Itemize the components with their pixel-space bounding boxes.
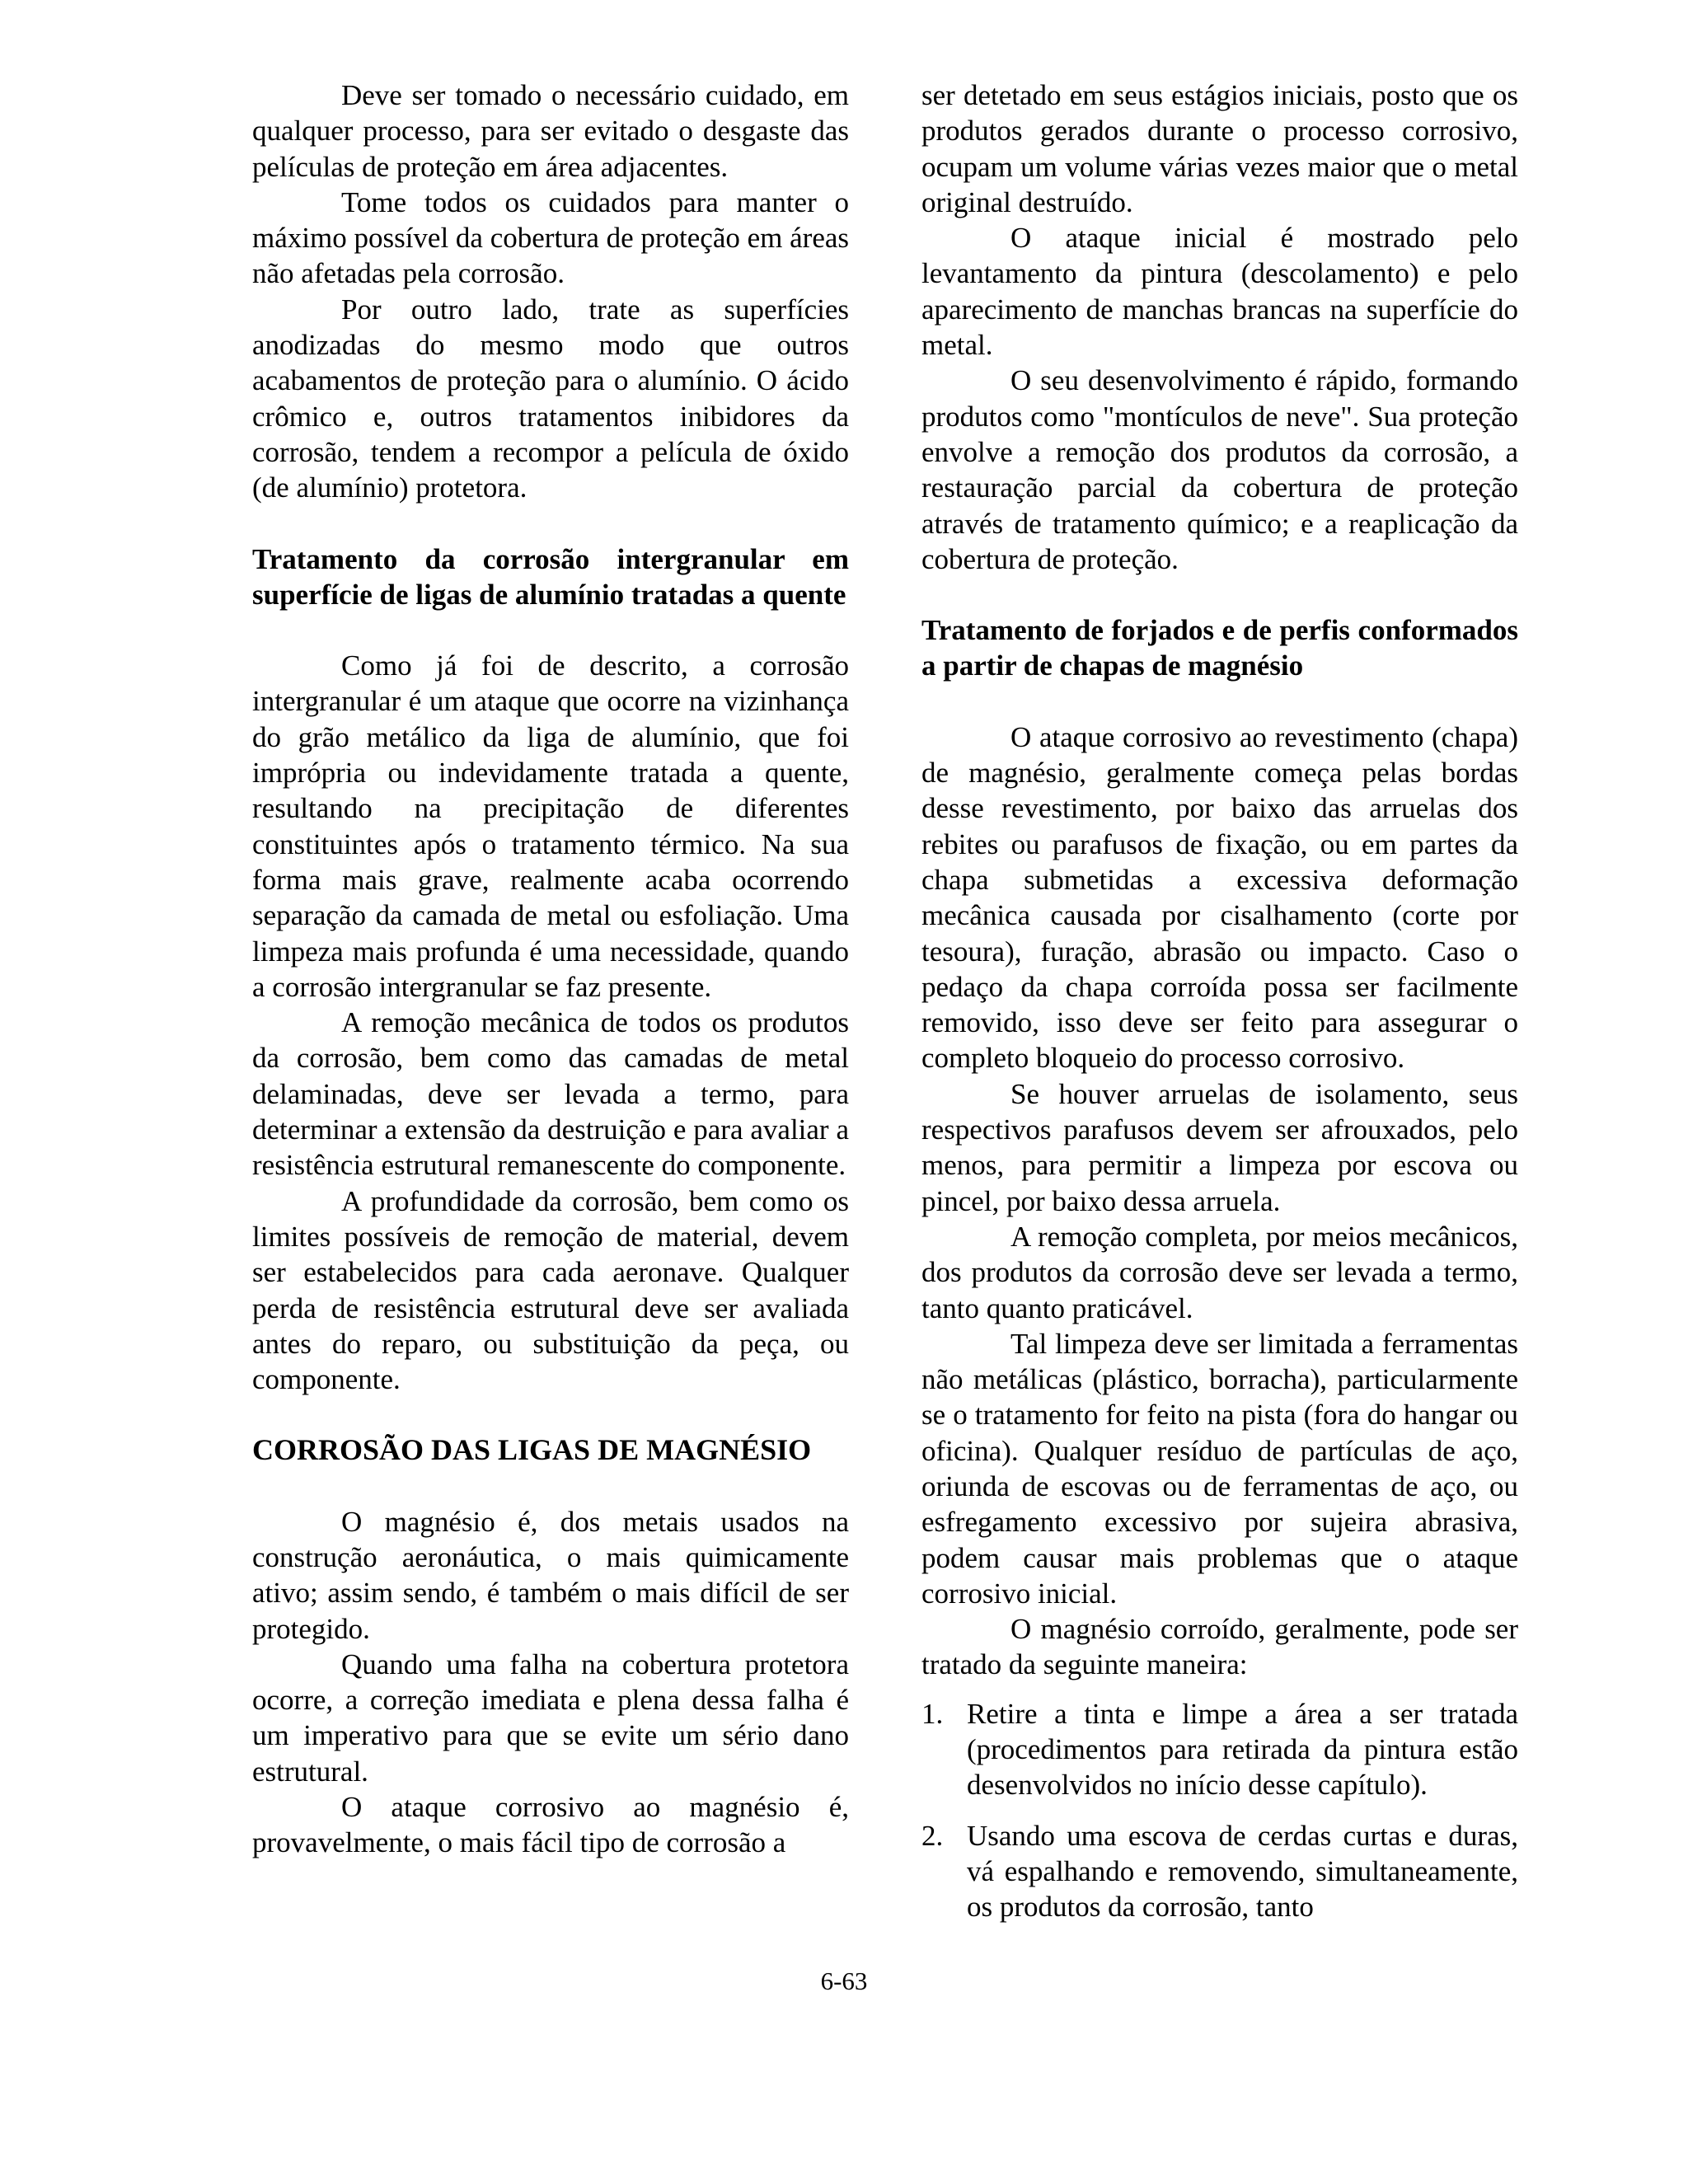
paragraph: O magnésio corroído, geralmente, pode ser tratado da seguinte maneira:: [921, 1613, 1518, 1681]
spacer: [921, 1683, 1518, 1696]
left-column: [252, 77, 849, 1861]
list-item-text: Retire a tinta e limpe a área a ser tratada (procedimentos para retirada da pintura estão desenvolvidos no início desse capítulo).: [967, 1697, 1518, 1802]
paragraph: A remoção completa, por meios mecânicos, dos produtos da corrosão deve ser levada a termo, tanto quanto praticável.: [921, 1220, 1518, 1324]
paragraph: O ataque corrosivo ao magnésio é, provavelmente, o mais fácil tipo de corrosão a: [252, 1791, 849, 1859]
spacer: [921, 577, 1518, 612]
spacer: [921, 684, 1518, 719]
paragraph: ser detetado em seus estágios iniciais, posto que os produtos gerados durante o processo corrosivo, ocupam um volume várias vezes maior que o metal original destruído.: [921, 79, 1518, 218]
procedure-list: [921, 1696, 1518, 1925]
paragraph: A profundidade da corrosão, bem como os limites possíveis de remoção de material, devem ser estabelecidos para cada aeronave. Qualquer perda de resistência estrutural deve ser avaliada antes do reparo, ou substituição da peça, ou componente.: [252, 1184, 849, 1396]
paragraph: Como já foi de descrito, a corrosão intergranular é um ataque que ocorre na vizinhança do grão metálico da liga de alumínio, que foi imprópria ou indevidamente tratada a quente, resultando na precipitação de diferentes constituintes após o tratamento térmico. Na sua forma mais grave, realmente acaba ocorrendo separação da camada de metal ou esfoliação. Uma limpeza mais profunda é uma necessidade, quando a corrosão intergranular se faz presente.: [252, 649, 849, 1003]
paragraph: O magnésio é, dos metais usados na construção aeronáutica, o mais quimicamente ativo; assim sendo, é também o mais difícil de ser protegido.: [252, 1505, 849, 1645]
paragraph: O ataque inicial é mostrado pelo levantamento da pintura (descolamento) e pelo aparecimento de manchas brancas na superfície do metal.: [921, 222, 1518, 362]
paragraph: Tome todos os cuidados para manter o máximo possível da cobertura de proteção em áreas não afetadas pela corrosão.: [252, 185, 850, 290]
paragraph: Por outro lado, trate as superfícies anodizadas do mesmo modo que outros acabamentos de proteção para o alumínio. O ácido crômico e, outros tratamentos inibidores da corrosão, tendem a recompor a película de óxido (de alumínio) protetora.: [252, 293, 849, 504]
list-item: [921, 1818, 1518, 1925]
page-number: 6-63: [820, 1966, 868, 1995]
paragraph: Deve ser tomado o necessário cuidado, em qualquer processo, para ser evitado o desgaste das películas de proteção em área adjacentes.: [252, 79, 849, 183]
spacer: [252, 612, 849, 648]
list-item: [921, 1696, 1518, 1803]
paragraph: Tal limpeza deve ser limitada a ferramentas não metálicas (plástico, borracha), particularmente se o tratamento for feito na pista (fora do hangar ou oficina). Qualquer resíduo de partículas de aço, oriunda de escovas ou de ferramentas de aço, ou esfregamento excessivo por sujeira abrasiva, podem causar mais problemas que o ataque corrosivo inicial.: [921, 1327, 1518, 1610]
chapter-heading: CORROSÃO DAS LIGAS DE MAGNÉSIO: [252, 1433, 812, 1467]
paragraph: A remoção mecânica de todos os produtos da corrosão, bem como das camadas de metal delaminadas, deve ser levada a termo, para determinar a extensão da destruição e para avaliar a resistência estrutural remanescente do componente.: [252, 1006, 849, 1182]
list-number: 2.: [921, 1819, 944, 1852]
list-number: 1.: [921, 1697, 944, 1730]
right-column: [921, 77, 1518, 1940]
spacer: [252, 1397, 849, 1432]
spacer: [252, 1469, 849, 1504]
paragraph: Quando uma falha na cobertura protetora ocorre, a correção imediata e plena dessa falha é um imperativo para que se evite um sério dano estrutural.: [252, 1647, 849, 1788]
spacer: [252, 506, 849, 541]
section-heading: Tratamento de forjados e de perfis conformados a partir de chapas de magnésio: [921, 614, 1518, 682]
paragraph: O seu desenvolvimento é rápido, formando produtos como "montículos de neve". Sua proteção envolve a remoção dos produtos da corrosão, a restauração parcial da cobertura de proteção através de tratamento químico; e a reaplicação da cobertura de proteção.: [921, 364, 1518, 575]
list-item-text: Usando uma escova de cerdas curtas e duras, vá espalhando e removendo, simultaneamente, os produtos da corrosão, tanto: [967, 1819, 1518, 1924]
paragraph: O ataque corrosivo ao revestimento (chapa) de magnésio, geralmente começa pelas bordas desse revestimento, por baixo das arruelas dos rebites ou parafusos de fixação, ou em partes da chapa submetidas a excessiva deformação mecânica causada por cisalhamento (corte por tesoura), furação, abrasão ou impacto. Caso o pedaço da chapa corroída possa ser facilmente removido, isso deve ser feito para assegurar o completo bloqueio do processo corrosivo.: [921, 720, 1518, 1075]
paragraph: Se houver arruelas de isolamento, seus respectivos parafusos devem ser afrouxados, pelo menos, para permitir a limpeza por escova ou pincel, por baixo dessa arruela.: [921, 1077, 1518, 1217]
section-heading: Tratamento da corrosão intergranular em superfície de ligas de alumínio tratadas a quente: [252, 542, 849, 611]
